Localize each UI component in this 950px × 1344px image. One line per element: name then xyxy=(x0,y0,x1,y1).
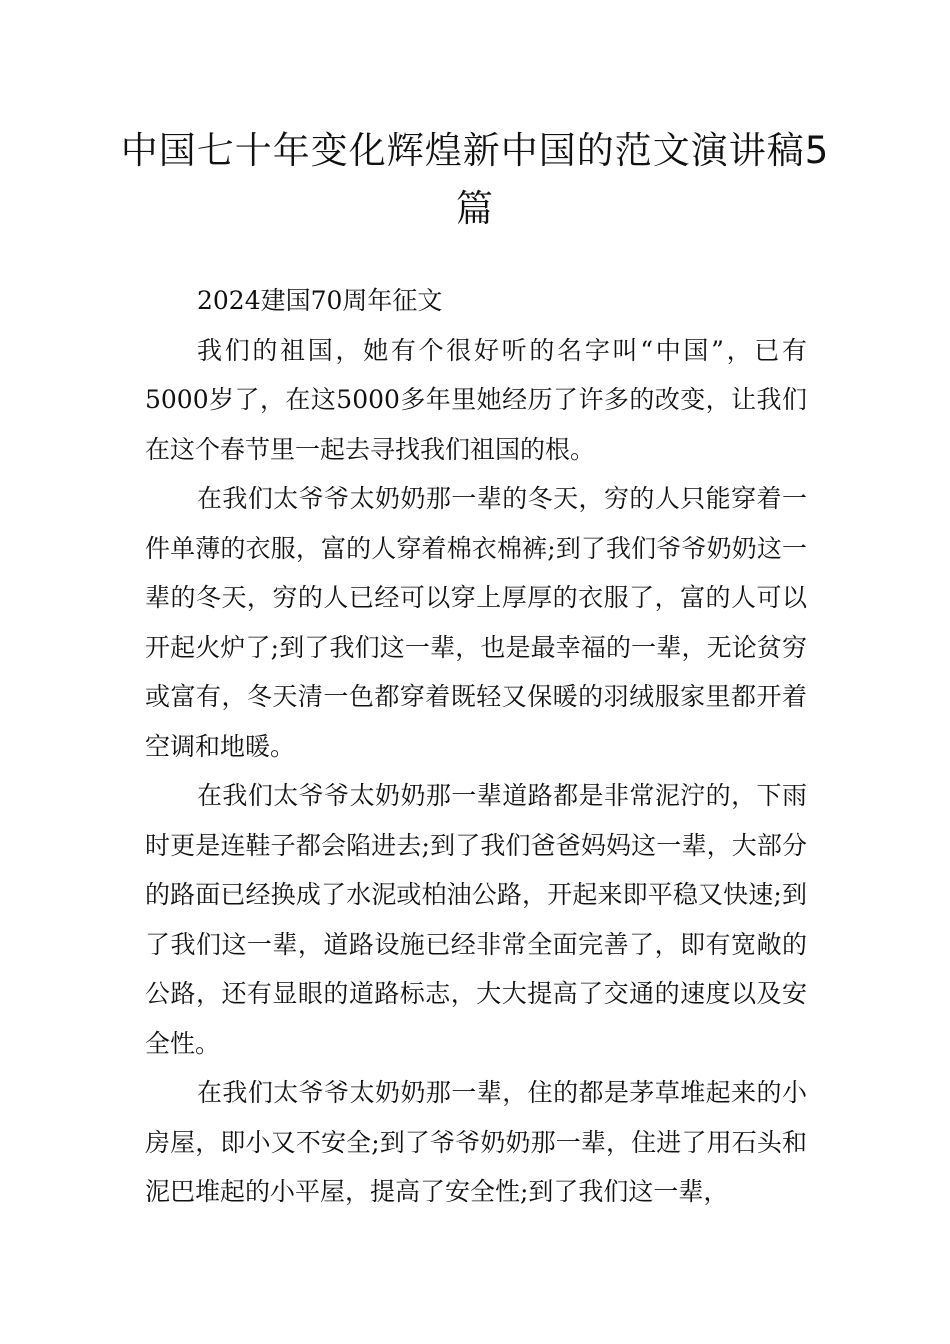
document-title: 中国七十年变化辉煌新中国的范文演讲稿5篇 xyxy=(120,129,830,230)
paragraph: 我们的祖国，她有个很好听的名字叫“中国”，已有5000岁了，在这5000多年里她经历了许多的改变，让我们在这个春节里一起去寻找我们祖国的根。 xyxy=(145,335,807,464)
document-body xyxy=(145,276,807,1217)
paragraph: 在我们太爷爷太奶奶那一辈道路都是非常泥泞的，下雨时更是连鞋子都会陷进去;到了我们爸爸妈妈这一辈，大部分的路面已经换成了水泥或柏油公路，开起来即平稳又快速;到了我们这一辈，道路设施已经非常全面完善了，即有宽敞的公路，还有显眼的道路标志，大大提高了交通的速度以及安全性。 xyxy=(145,781,807,1058)
paragraph: 在我们太爷爷太奶奶那一辈，住的都是茅草堆起来的小房屋，即小又不安全;到了爷爷奶奶那一辈，住进了用石头和泥巴堆起的小平屋，提高了安全性;到了我们这一辈， xyxy=(145,1078,807,1206)
paragraph-subtitle: 2024建国70周年征文 xyxy=(197,286,443,315)
paragraph: 在我们太爷爷太奶奶那一辈的冬天，穷的人只能穿着一件单薄的衣服，富的人穿着棉衣棉裤;到了我们爷爷奶奶这一辈的冬天，穷的人已经可以穿上厚厚的衣服了，富的人可以开起火炉了;到了我们这一辈，也是最幸福的一辈，无论贫穷或富有，冬天清一色都穿着既轻又保暖的羽绒服家里都开着空调和地暖。 xyxy=(145,484,807,761)
